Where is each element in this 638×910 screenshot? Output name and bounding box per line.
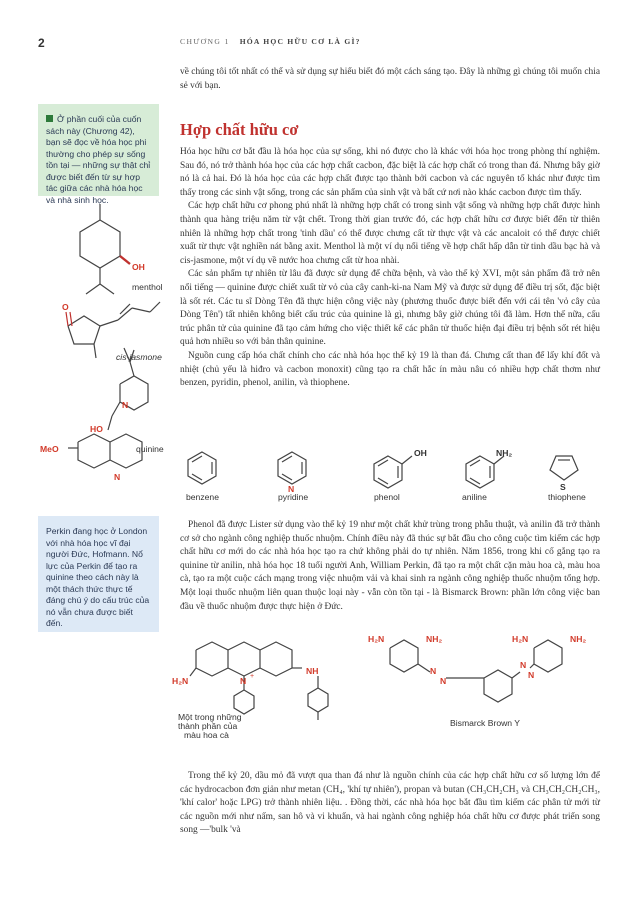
running-header (180, 37, 361, 46)
paragraph-1: Hóa học hữu cơ bắt đầu là hóa học của sự sống, khi nó được cho là khác với hóa học trong phòng thí nghiệm. Sau đó, nó trở thành hóa học của các hợp chất cacbon, đặc biệt là các hợp chất có trong than đá. Nhưng bây giờ nó là cả hai. Đó là hóa học của các hợp chất được tạo thành bởi cacbon và các nguyên tố khác như được tìm thấy trong các sinh vật sống, trong các sản phẩm của sinh vật và bất cứ nơi nào khác cacbon được tìm thấy. (180, 147, 600, 198)
menthol-structure (80, 204, 163, 294)
quinine-n1-label: N (122, 400, 129, 410)
bb-nh2-1-label: NH₂ (426, 634, 443, 644)
mauve-plus-label: + (250, 673, 255, 680)
bb-n4-label: N (528, 670, 535, 680)
aniline-nh2-label: NH₂ (496, 448, 513, 458)
thiophene-structure (548, 456, 586, 502)
bismarck-label: Bismarck Brown Y (450, 718, 521, 728)
mauve-nh-label: NH (306, 666, 319, 676)
paragraph-2: Các hợp chất hữu cơ phong phú nhất là những hợp chất có trong sinh vật sống và những hợp chất được hình thành qua hàng triệu năm từ vật chết. Trong thời gian trước đó, các hợp chất hữu cơ được biết đến từ thiên nhiên là những hợp chất trong 'tinh dầu' có thể được chưng cất từ thực vật và các ancaloit có thể được chiết xuất từ thực vật nghiền nát bằng axit. Menthol là một ví dụ nổi tiếng về hợp chất hấp dẫn từ tinh dầu bạc hà và cis-jasmone, một ví dụ về nước hoa chưng cất từ hoa nhài. (180, 201, 600, 266)
mauve-caption-1: Một trong những (178, 712, 242, 722)
mauve-n-label: N (240, 676, 247, 686)
aniline-structure (462, 448, 512, 502)
note-blue-text: Perkin đang học ở London với nhà hóa học vĩ đại người Đức, Hofmann. Nổ lực của Perkin để tạo ra quinine theo cách này là một thách thức thực tế đáng chú ý do cấu trúc của nó vẫn chưa được biết đến. (46, 526, 150, 628)
quinine-n2-label: N (114, 472, 121, 482)
quinine-label: quinine (136, 444, 164, 454)
bismarck-structure (368, 634, 586, 728)
pyridine-n-label: N (288, 484, 295, 494)
menthol-oh-label: OH (132, 262, 145, 272)
benzene-structure (186, 452, 219, 502)
main-text (180, 146, 600, 391)
quinine-meo-label: MeO (40, 444, 59, 454)
mauve-h2n-label: H₂N (172, 676, 189, 686)
bb-n3-label: N (520, 660, 527, 670)
thiophene-label: thiophene (548, 492, 586, 502)
bb-h2n-1-label: H₂N (368, 634, 385, 644)
pyridine-structure (278, 452, 308, 502)
paragraph-3: Các sản phẩm tự nhiên từ lâu đã được sử dụng để chữa bệnh, và vào thế kỷ XVI, một sản phẩm đã trở nên nổi tiếng — quinine được chiết xuất từ vỏ của cây canh-ki-na Nam Mỹ và được sử dụng để điều trị sốt, đặc biệt là sốt rét. Các tu sĩ Dòng Tên đã thực hiện công việc này (phương thuốc được biết đến với cái tên 'vỏ cây của Dòng Tên') tất nhiên không biết cấu trúc của quinine là gì, nhưng bây giờ chúng tôi đã làm. Hơn thế nữa, cấu trúc phân tử của quinine đã tạo cảm hứng cho việc thiết kế các phân tử thuốc hiện đại điều trị bệnh sốt rét hiệu quả hơn nhiều so với bản thân quinine. (180, 269, 600, 348)
paragraph-4: Nguồn cung cấp hóa chất chính cho các nhà hóa học thế kỷ 19 là than đá. Chưng cất than để lấy khí đốt và nhiệt (chủ yếu là hiđro và cacbon monoxit) cũng tạo ra chất hắc ín màu nâu có nhiều hợp chất thơm như benzen, pyridin, phenol, anilin, và thiophene. (180, 350, 600, 389)
bb-nh2-2-label: NH₂ (570, 634, 587, 644)
mauve-caption-3: màu hoa cà (184, 730, 229, 740)
bb-h2n-2-label: H₂N (512, 634, 529, 644)
sidebar-note-green (38, 104, 159, 205)
margin-structures (38, 198, 178, 498)
chapter-title: HÓA HỌC HỮU CƠ LÀ GÌ? (239, 37, 361, 46)
page-number: 2 (38, 36, 45, 50)
pyridine-label: pyridine (278, 492, 309, 502)
jasmone-label: cis-jasmone (116, 352, 162, 362)
mauve-structure (172, 642, 328, 740)
aromatic-row (180, 440, 600, 506)
thiophene-s-label: S (560, 482, 566, 492)
menthol-label: menthol (132, 282, 163, 292)
chapter-label: CHƯƠNG 1 (180, 37, 230, 46)
jasmone-o-label: O (62, 302, 69, 312)
quinine-structure (40, 348, 164, 482)
bb-n2-label: N (440, 676, 447, 686)
note-square-icon (46, 115, 53, 122)
dye-structures (168, 628, 608, 744)
benzene-label: benzene (186, 492, 219, 502)
phenol-label: phenol (374, 492, 400, 502)
aniline-label: aniline (462, 492, 487, 502)
last-paragraph: Trong thế kỷ 20, dầu mỏ đã vượt qua than đá như là nguồn chính của các hợp chất hữu cơ số lượng lớn để các hydrocacbon đơn giản như metan (CH₄, 'khí tự nhiên'), propan và butan (CH₃CH₂CH₃ và CH₃CH₂CH₂CH₃, 'khí calor' hoặc LPG) trở thành nhiên liệu. . Đồng thời, các nhà hóa học bắt đầu tìm kiếm các phân tử mới từ các nguồn mới như nấm, san hô và vi khuẩn, và hai ngành công nghiệp hóa chất hữu cơ được phát triển song song —'bulk 'và (180, 771, 600, 836)
mauve-caption-2: thành phần của (178, 721, 238, 731)
note-green-text: Ở phần cuối của cuốn sách này (Chương 42), bạn sẽ đọc về hóa học phi thường cho phép sự sống tồn tại — những sự thật chỉ được biết đến từ sự hợp tác giữa các nhà hóa học và nhà sinh học. (46, 114, 151, 205)
quinine-ho-label: HO (90, 424, 103, 434)
phenol-oh-label: OH (414, 448, 427, 458)
phenol-structure (374, 448, 427, 502)
intro-paragraph: về chúng tôi tốt nhất có thể và sử dụng sự hiểu biết đó một cách sáng tạo. Đây là những gì chúng tôi muốn chia sẻ với bạn. (180, 67, 600, 91)
sidebar-note-blue (38, 516, 159, 632)
section-heading: Hợp chất hữu cơ (180, 120, 299, 139)
perkin-paragraph: Phenol đã được Lister sử dụng vào thế kỷ 19 như một chất khử trùng trong phẫu thuật, và anilin đã trở thành cơ sở cho ngành công nghiệp thuốc nhuộm. Chính điều này đã thúc sự bắt đầu cho công cuộc tìm kiếm các hợp chất hữu cơ mới do các nhà hóa học tạo ra chứ không phải do tự nhiên. Năm 1856, trong khi cố gắng tạo ra quinine từ anilin, nhà hóa học 18 tuổi người Anh, William Perkin, đã tạo ra một chất cặn màu hoa cà, màu hoa cà, tạo ra một cuộc cách mạng trong việc nhuộm vải và khai sinh ra ngành công nghiệp thuốc nhuộm tổng hợp. Một loại thuốc nhuộm liên quan thuộc loại này - vẫn còn tồn tại - là Bismarck Brown: phần lớn công việc ban đầu về thuốc nhuộm được thực hiện ở Đức. (180, 520, 600, 612)
bb-n1-label: N (430, 666, 437, 676)
jasmone-structure (62, 302, 162, 362)
